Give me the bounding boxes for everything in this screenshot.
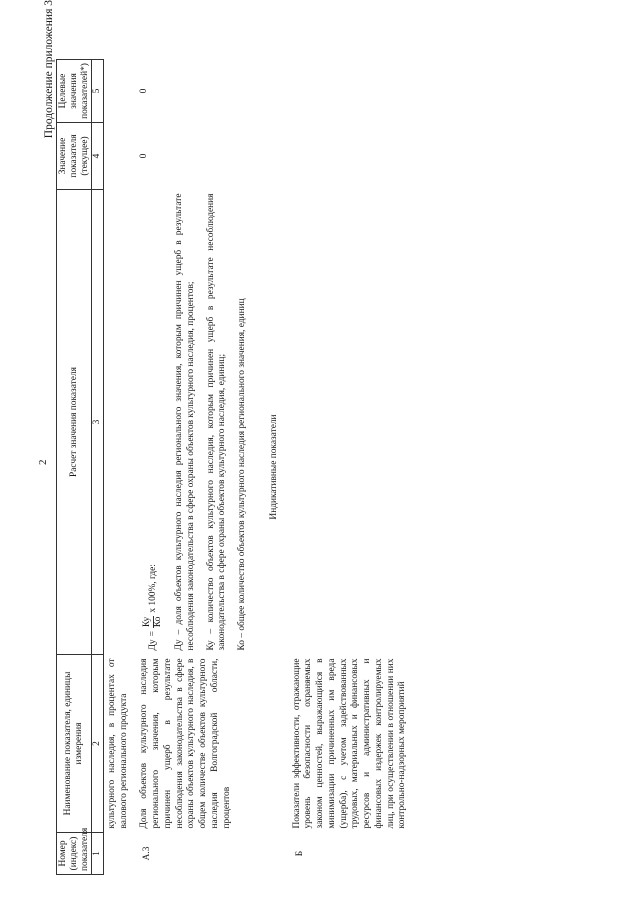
column-number: 3 bbox=[92, 190, 103, 655]
column-header-name: Наименование показателя, единицы измерения bbox=[57, 655, 92, 833]
formula bbox=[143, 564, 164, 650]
column-header-calculation: Расчет значения показателя bbox=[57, 190, 92, 655]
current-value: 0 bbox=[139, 153, 150, 159]
table-row bbox=[136, 60, 263, 875]
indicators-table bbox=[56, 59, 415, 875]
formula-equals: = bbox=[147, 631, 158, 637]
indicator-name: Доля объектов культурного наследия регионального значения, которым причинен ущерб в результате несоблюдения законодательства в сфере охраны объектов культурного наследия, в общем количестве объектов культурного наследия Волгоградской области, процентов bbox=[139, 658, 232, 829]
page-number: 2 bbox=[37, 459, 49, 465]
column-header-index: Номер (индекс) показателя bbox=[57, 833, 92, 875]
column-numbers-row bbox=[92, 60, 103, 875]
indicator-code: А.3 bbox=[142, 846, 153, 861]
column-number: 2 bbox=[92, 655, 103, 833]
section-title: Индикативные показатели bbox=[268, 414, 279, 520]
continuation-label: Продолжение приложения 3 bbox=[43, 0, 55, 139]
column-header-target: Целевые значения показателей*) bbox=[57, 60, 92, 123]
indicator-name: культурного наследия, в процентах от валового регионального продукта bbox=[106, 658, 129, 829]
column-number: 5 bbox=[92, 60, 103, 123]
formula-lhs: Ду bbox=[147, 639, 158, 651]
target-value: 0 bbox=[139, 88, 150, 94]
formula-numerator: Ку bbox=[142, 616, 153, 627]
indicator-name: Показатели эффективности, отражающие уровень безопасности охраняемых законом ценностей, выражающийся в минимизации причиненных им вреда (ущерба), с учетом задействованных трудовых, материальных и финансовых ресурсов и административных и финансовых издержек контролируемых лиц, при осуществлении в отношении них контрольно-надзорных мероприятий bbox=[291, 658, 408, 829]
calculation-cell bbox=[136, 190, 263, 655]
indicator-code: Б bbox=[294, 850, 305, 857]
section-row bbox=[263, 60, 289, 875]
table-header-row bbox=[57, 60, 92, 875]
table-row bbox=[289, 60, 416, 875]
definition-ko: Ко – общее количество объектов культурного наследия регионального значения, единиц bbox=[237, 298, 248, 651]
definition-du: Ду – доля объектов культурного наследия регионального значения, которым причинен ущерб в результате несоблюдения законодательства в сфере охраны объектов культурного наследия, процентов; bbox=[174, 193, 196, 651]
formula-rest: х 100%, где: bbox=[147, 564, 158, 613]
column-number: 1 bbox=[92, 833, 103, 875]
column-number: 4 bbox=[92, 123, 103, 190]
column-header-current: Значение показателя (текущее) bbox=[57, 123, 92, 190]
definition-ku: Ку – количество объектов культурного наследия, которым причинен ущерб в результате несоблюдения законодательства в сфере охраны объектов культурного наследия, единиц; bbox=[205, 193, 228, 651]
formula-fraction bbox=[143, 616, 164, 628]
formula-denominator: Ко bbox=[153, 616, 164, 628]
table-row bbox=[103, 60, 136, 875]
